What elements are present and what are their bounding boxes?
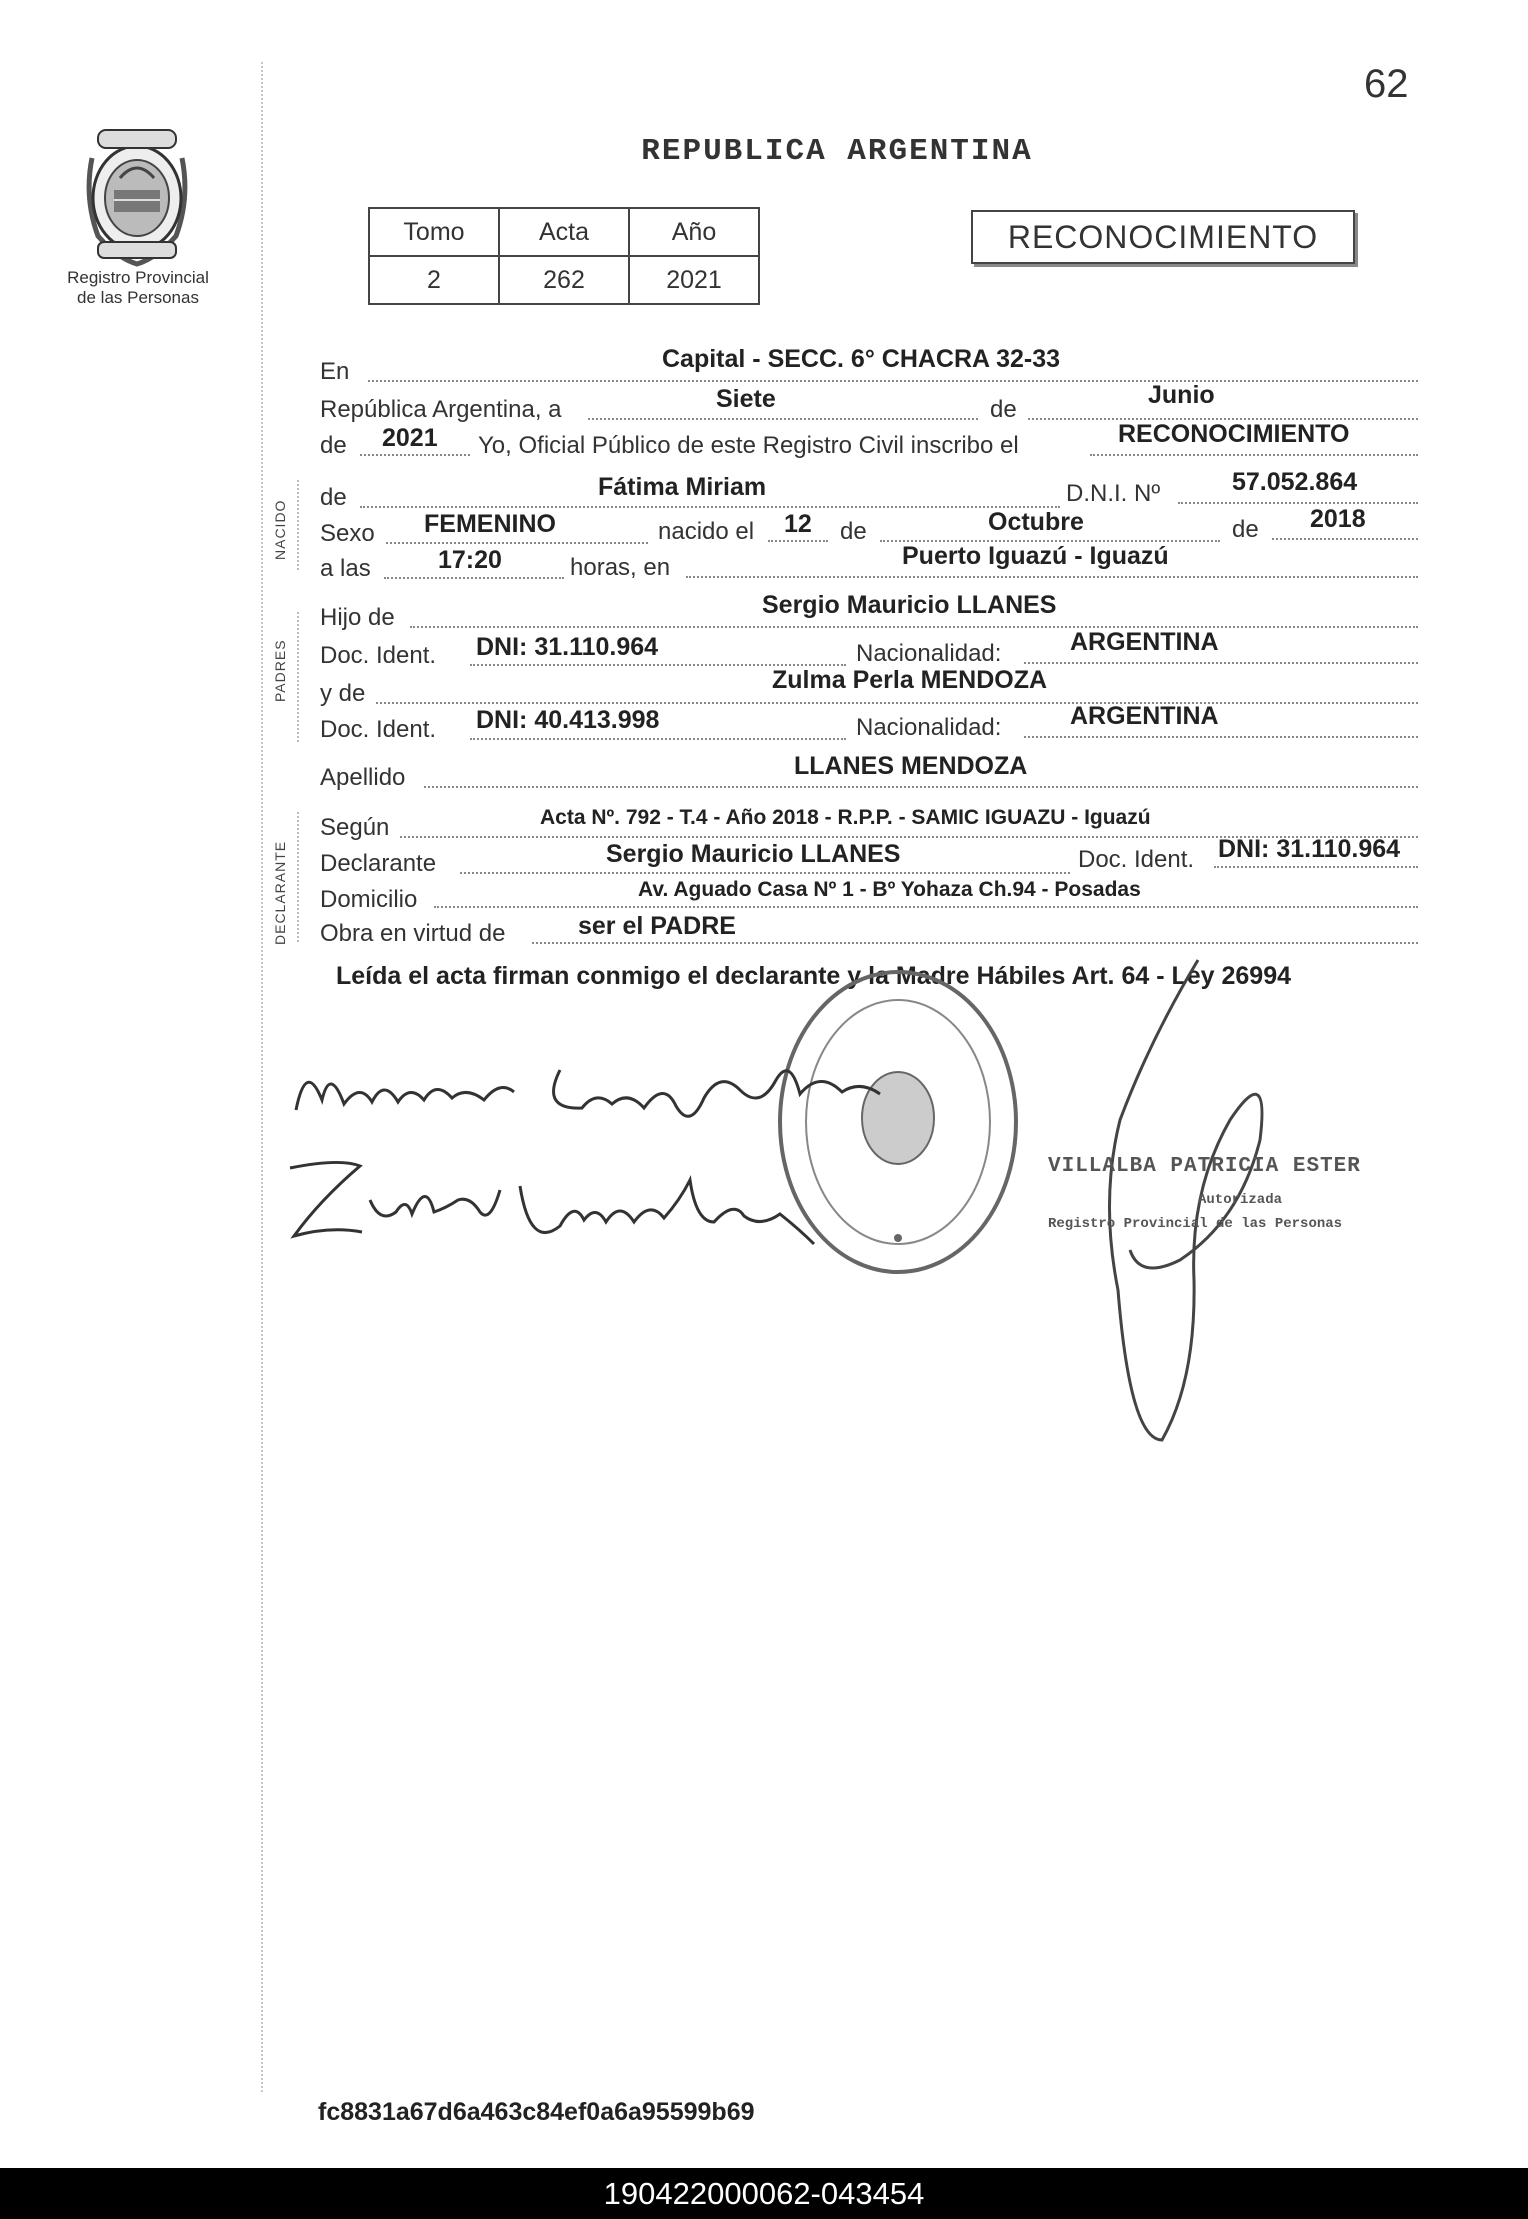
value-obra-virtud: ser el PADRE bbox=[578, 912, 736, 940]
signature-declarante bbox=[296, 1070, 880, 1116]
dots-padre-nac bbox=[1024, 662, 1418, 664]
registry-table-header-row bbox=[369, 208, 759, 256]
label-segun: Según bbox=[320, 814, 390, 841]
logo-caption-line1: Registro Provincial bbox=[67, 268, 209, 287]
signature-madre bbox=[290, 1162, 814, 1244]
official-name: VILLALBA PATRICIA ESTER bbox=[1048, 1155, 1361, 1178]
value-anio-nac: 2018 bbox=[1310, 505, 1366, 533]
value-mes-nac: Octubre bbox=[988, 508, 1084, 536]
value-mes: Junio bbox=[1148, 381, 1215, 409]
label-apellido: Apellido bbox=[320, 764, 406, 791]
value-hora: 17:20 bbox=[438, 546, 502, 574]
dots-declarante bbox=[460, 872, 1070, 874]
dots-lugar-nac bbox=[686, 576, 1418, 578]
label-horas-en: horas, en bbox=[570, 554, 671, 581]
document-title: REPUBLICA ARGENTINA bbox=[641, 134, 1033, 169]
value-padre: Sergio Mauricio LLANES bbox=[762, 591, 1057, 619]
value-domicilio: Av. Aguado Casa Nº 1 - Bº Yohaza Ch.94 - Posadas bbox=[638, 878, 1141, 901]
value-madre-nac: ARGENTINA bbox=[1070, 702, 1219, 730]
dots-nombre bbox=[360, 506, 1060, 508]
label-nacionalidad-1: Nacionalidad: bbox=[856, 640, 1002, 667]
dots-madre-nac bbox=[1024, 736, 1418, 738]
value-madre: Zulma Perla MENDOZA bbox=[772, 666, 1048, 694]
value-nombre: Fátima Miriam bbox=[598, 473, 767, 501]
page-number: 62 bbox=[1364, 62, 1409, 106]
label-en: En bbox=[320, 358, 350, 385]
dots-sexo bbox=[386, 542, 648, 544]
dots-apellido bbox=[424, 786, 1418, 788]
dots-madre-doc bbox=[470, 738, 846, 740]
label-de-anio-nac: de bbox=[1232, 516, 1259, 543]
dots-en bbox=[368, 380, 1418, 382]
label-yo-oficial: Yo, Oficial Público de este Registro Civil inscribo el bbox=[478, 432, 1019, 459]
footer-code-bar bbox=[0, 2168, 1528, 2219]
section-bar-padres bbox=[297, 612, 299, 742]
label-y-de: y de bbox=[320, 680, 366, 707]
label-a-las: a las bbox=[320, 555, 371, 582]
value-madre-doc: DNI: 40.413.998 bbox=[476, 706, 660, 734]
anio-header: Año bbox=[629, 208, 759, 256]
anio-value: 2021 bbox=[629, 256, 759, 304]
value-sexo: FEMENINO bbox=[424, 510, 556, 538]
value-apellido: LLANES MENDOZA bbox=[794, 752, 1028, 780]
label-de-nombre: de bbox=[320, 484, 347, 511]
label-de-dia: de bbox=[840, 518, 867, 545]
label-de-anio: de bbox=[320, 432, 347, 459]
value-lugar: Capital - SECC. 6° CHACRA 32-33 bbox=[662, 345, 1061, 373]
label-de-mes: de bbox=[990, 396, 1017, 423]
value-dia-nac: 12 bbox=[784, 510, 812, 538]
acta-value: 262 bbox=[499, 256, 629, 304]
value-declarante: Sergio Mauricio LLANES bbox=[606, 840, 901, 868]
official-office: Registro Provincial de las Personas bbox=[1048, 1216, 1343, 1232]
label-doc-ident-2: Doc. Ident. bbox=[320, 716, 437, 743]
document-hash: fc8831a67d6a463c84ef0a6a95599b69 bbox=[318, 2098, 755, 2126]
logo-caption bbox=[40, 268, 236, 308]
dots-madre bbox=[376, 702, 1418, 704]
dots-padre bbox=[410, 626, 1418, 628]
dots-hora bbox=[384, 577, 564, 579]
registry-table bbox=[368, 207, 760, 305]
dots-dia bbox=[588, 418, 978, 420]
label-nacionalidad-2: Nacionalidad: bbox=[856, 714, 1002, 741]
acta-header: Acta bbox=[499, 208, 629, 256]
margin-line bbox=[261, 62, 263, 2092]
label-doc-ident-1: Doc. Ident. bbox=[320, 642, 437, 669]
dots-declarante-doc bbox=[1214, 866, 1418, 868]
label-doc-ident-3: Doc. Ident. bbox=[1078, 846, 1195, 873]
section-bar-declarante bbox=[297, 812, 299, 942]
dots-anio-nac bbox=[1272, 538, 1418, 540]
dots-dia-nac bbox=[768, 540, 828, 542]
section-label-declarante: DECLARANTE bbox=[272, 840, 288, 945]
value-declarante-doc: DNI: 31.110.964 bbox=[1218, 835, 1401, 863]
label-obra-virtud: Obra en virtud de bbox=[320, 920, 506, 947]
value-lugar-nac: Puerto Iguazú - Iguazú bbox=[902, 542, 1169, 570]
label-republica: República Argentina, a bbox=[320, 396, 562, 423]
value-segun: Acta Nº. 792 - T.4 - Año 2018 - R.P.P. - SAMIC IGUAZU - Iguazú bbox=[540, 806, 1151, 829]
label-declarante: Declarante bbox=[320, 850, 437, 877]
official-title: Autorizada bbox=[1198, 1192, 1283, 1208]
label-dni: D.N.I. Nº bbox=[1066, 480, 1161, 507]
dots-acto bbox=[1090, 454, 1418, 456]
label-hijo-de: Hijo de bbox=[320, 604, 395, 631]
value-padre-doc: DNI: 31.110.964 bbox=[476, 633, 659, 661]
label-domicilio: Domicilio bbox=[320, 886, 418, 913]
value-acto: RECONOCIMIENTO bbox=[1118, 420, 1350, 448]
tomo-header: Tomo bbox=[369, 208, 499, 256]
registry-seal-icon bbox=[780, 972, 1016, 1272]
dots-dni bbox=[1178, 502, 1418, 504]
registry-table-value-row bbox=[369, 256, 759, 304]
section-label-nacido: NACIDO bbox=[272, 499, 288, 560]
dots-anio bbox=[360, 454, 470, 456]
value-padre-nac: ARGENTINA bbox=[1070, 628, 1219, 656]
dots-obra-virtud bbox=[532, 942, 1418, 944]
closing-statement: Leída el acta firman conmigo el declarante y la Madre Hábiles Art. 64 - Ley 26994 bbox=[336, 962, 1292, 990]
section-bar-nacido bbox=[297, 480, 299, 570]
act-type-box: RECONOCIMIENTO bbox=[971, 210, 1355, 264]
value-dni: 57.052.864 bbox=[1232, 468, 1358, 496]
tomo-value: 2 bbox=[369, 256, 499, 304]
section-label-padres: PADRES bbox=[272, 639, 288, 702]
label-sexo: Sexo bbox=[320, 520, 375, 547]
footer-code: 190422000062-043454 bbox=[603, 2175, 925, 2211]
logo-caption-line2: de las Personas bbox=[77, 288, 199, 307]
label-nacido-el: nacido el bbox=[658, 518, 755, 545]
value-anio: 2021 bbox=[382, 424, 438, 452]
value-dia-letras: Siete bbox=[716, 385, 776, 413]
dots-domicilio bbox=[434, 906, 1418, 908]
